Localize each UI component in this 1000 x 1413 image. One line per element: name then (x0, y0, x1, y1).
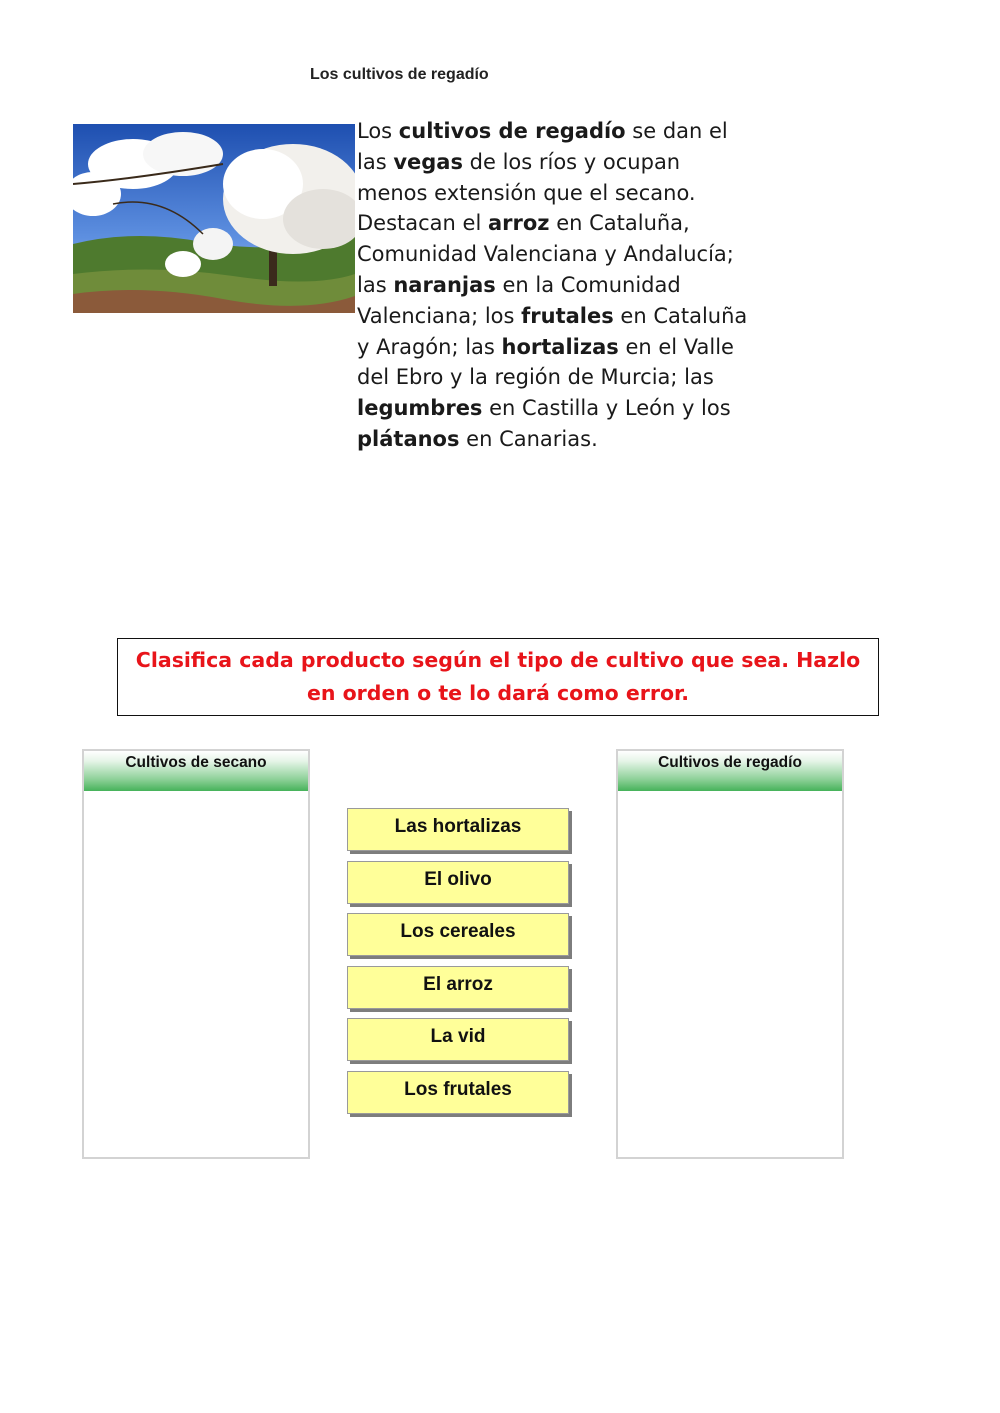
blossom-tree-photo (73, 124, 355, 313)
reading-keyword: hortalizas (501, 334, 619, 359)
reading-text: se dan el las (357, 119, 728, 174)
reading-text: en Cataluña, Comunidad Valenciana y Andalucía; las (357, 211, 734, 297)
zone-header-regadio: Cultivos de regadío (618, 751, 842, 791)
tile-los-cereales[interactable]: Los cereales (347, 913, 569, 956)
reading-text: Los (357, 119, 399, 143)
reading-keyword: legumbres (357, 396, 483, 421)
drop-zone-regadio[interactable] (616, 749, 844, 1159)
reading-passage (357, 116, 749, 455)
reading-keyword: plátanos (357, 426, 460, 451)
reading-keyword: naranjas (393, 272, 496, 297)
tile-las-hortalizas[interactable]: Las hortalizas (347, 808, 569, 851)
reading-text: en la Comunidad Valenciana; los (357, 272, 681, 328)
reading-text: en Cataluña y Aragón; las (357, 303, 748, 359)
page-title: Los cultivos de regadío (310, 66, 489, 83)
tile-el-olivo[interactable]: El olivo (347, 861, 569, 904)
reading-keyword: cultivos de regadío (398, 119, 626, 143)
reading-keyword: arroz (487, 211, 550, 236)
tile-la-vid[interactable]: La vid (347, 1018, 569, 1061)
reading-text: en Canarias. (459, 426, 598, 451)
instructions-box: Clasifica cada producto según el tipo de cultivo que sea. Hazlo en orden o te lo dará como error. (117, 638, 879, 716)
tile-el-arroz[interactable]: El arroz (347, 966, 569, 1009)
reading-keyword: frutales (521, 303, 614, 328)
reading-text: en Castilla y León y los (482, 396, 731, 421)
reading-keyword: vegas (393, 149, 463, 174)
reading-text: en el Valle del Ebro y la región de Murcia; las (357, 334, 734, 390)
reading-text: de los ríos y ocupan menos extensión que el secano. Destacan el (357, 149, 696, 236)
drop-zone-secano[interactable] (82, 749, 310, 1159)
tile-los-frutales[interactable]: Los frutales (347, 1071, 569, 1114)
zone-header-secano: Cultivos de secano (84, 751, 308, 791)
